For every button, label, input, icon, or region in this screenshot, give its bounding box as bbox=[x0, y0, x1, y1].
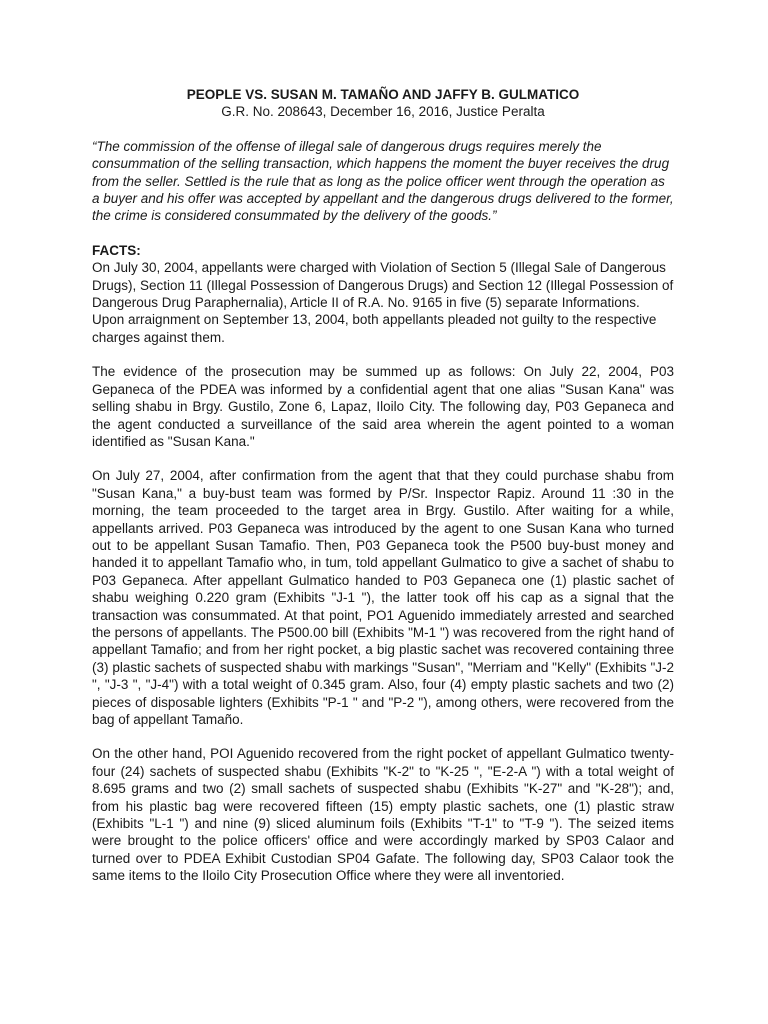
facts-paragraph-4: On the other hand, POI Aguenido recovered from the right pocket of appellant Gulmatico twenty-four (24) sachets of suspected shabu (Exhibits "K-2" to "K-25 ", "E-2-A ") with a total weight of 8.695 grams and two (2) small sachets of suspected shabu (Exhibits "K-27" and "K-28"); and, from his plastic bag were recovered fifteen (15) empty plastic sachets, one (1) plastic straw (Exhibits "L-1 ") and nine (9) sliced aluminum foils (Exhibits "T-1" to "T-9 "). The seized items were brought to the police officers' office and were accordingly marked by SP03 Calaor and turned over to PDEA Exhibit Custodian SP04 Gafate. The following day, SP03 Calaor took the same items to the Iloilo City Prosecution Office where they were all inventoried. bbox=[92, 746, 674, 884]
facts-paragraph-1: On July 30, 2004, appellants were charged with Violation of Section 5 (Illegal Sale of Dangerous Drugs), Section 11 (Illegal Possession of Dangerous Drugs) and Section 12 (Illegal Possession of Dangerous Drug Paraphernalia), Article II of R.A. No. 9165 in five (5) separate Informations. Upon arraignment on September 13, 2004, both appellants pleaded not guilty to the respective charges against them. bbox=[92, 260, 674, 345]
facts-heading: FACTS: bbox=[92, 242, 141, 258]
document-page bbox=[92, 86, 674, 885]
case-citation: G.R. No. 208643, December 16, 2016, Justice Peralta bbox=[221, 104, 545, 120]
doctrine-quote: “The commission of the offense of illegal sale of dangerous drugs requires merely the consummation of the selling transaction, which happens the moment the buyer receives the drug from the seller. Settled is the rule that as long as the police officer went through the operation as a buyer and his offer was accepted by appellant and the dangerous drugs delivered to the former, the crime is considered consummated by the delivery of the goods.” bbox=[92, 138, 674, 224]
facts-paragraph-3: On July 27, 2004, after confirmation from the agent that that they could purchase shabu from "Susan Kana," a buy-bust team was formed by P/Sr. Inspector Rapiz. Around 11 :30 in the morning, the team proceeded to the target area in Brgy. Gustilo. After waiting for a while, appellants arrived. P03 Gepaneca was introduced by the agent to one Susan Kana who turned out to be appellant Susan Tamafio. Then, P03 Gepaneca took the P500 buy-bust money and handed it to appellant Tamafio who, in tum, told appellant Gulmatico to give a sachet of shabu to P03 Gepaneca. After appellant Gulmatico handed to P03 Gepaneca one (1) plastic sachet of shabu weighing 0.220 gram (Exhibits "J-1 "), the latter took off his cap as a signal that the transaction was consummated. At that point, PO1 Aguenido immediately arrested and searched the persons of appellants. The P500.00 bill (Exhibits "M-1 ") was recovered from the right hand of appellant Tamafio; and from her right pocket, a big plastic sachet was recovered containing three (3) plastic sachets of suspected shabu with markings "Susan", "Merriam and "Kelly" (Exhibits "J-2 ", "J-3 ", "J-4") with a total weight of 0.345 gram. Also, four (4) empty plastic sachets and two (2) pieces of disposable lighters (Exhibits "P-1 " and "P-2 "), among others, were recovered from the bag of appellant Tamaño. bbox=[92, 468, 674, 727]
case-title: PEOPLE VS. SUSAN M. TAMAÑO AND JAFFY B. GULMATICO bbox=[186, 87, 580, 102]
facts-paragraph-2: The evidence of the prosecution may be summed up as follows: On July 22, 2004, P03 Gepaneca of the PDEA was informed by a confidential agent that one alias "Susan Kana" was selling shabu in Brgy. Gustilo, Zone 6, Lapaz, Iloilo City. The following day, P03 Gepaneca and the agent conducted a surveillance of the said area wherein the agent pointed to a woman identified as "Susan Kana." bbox=[92, 364, 674, 449]
